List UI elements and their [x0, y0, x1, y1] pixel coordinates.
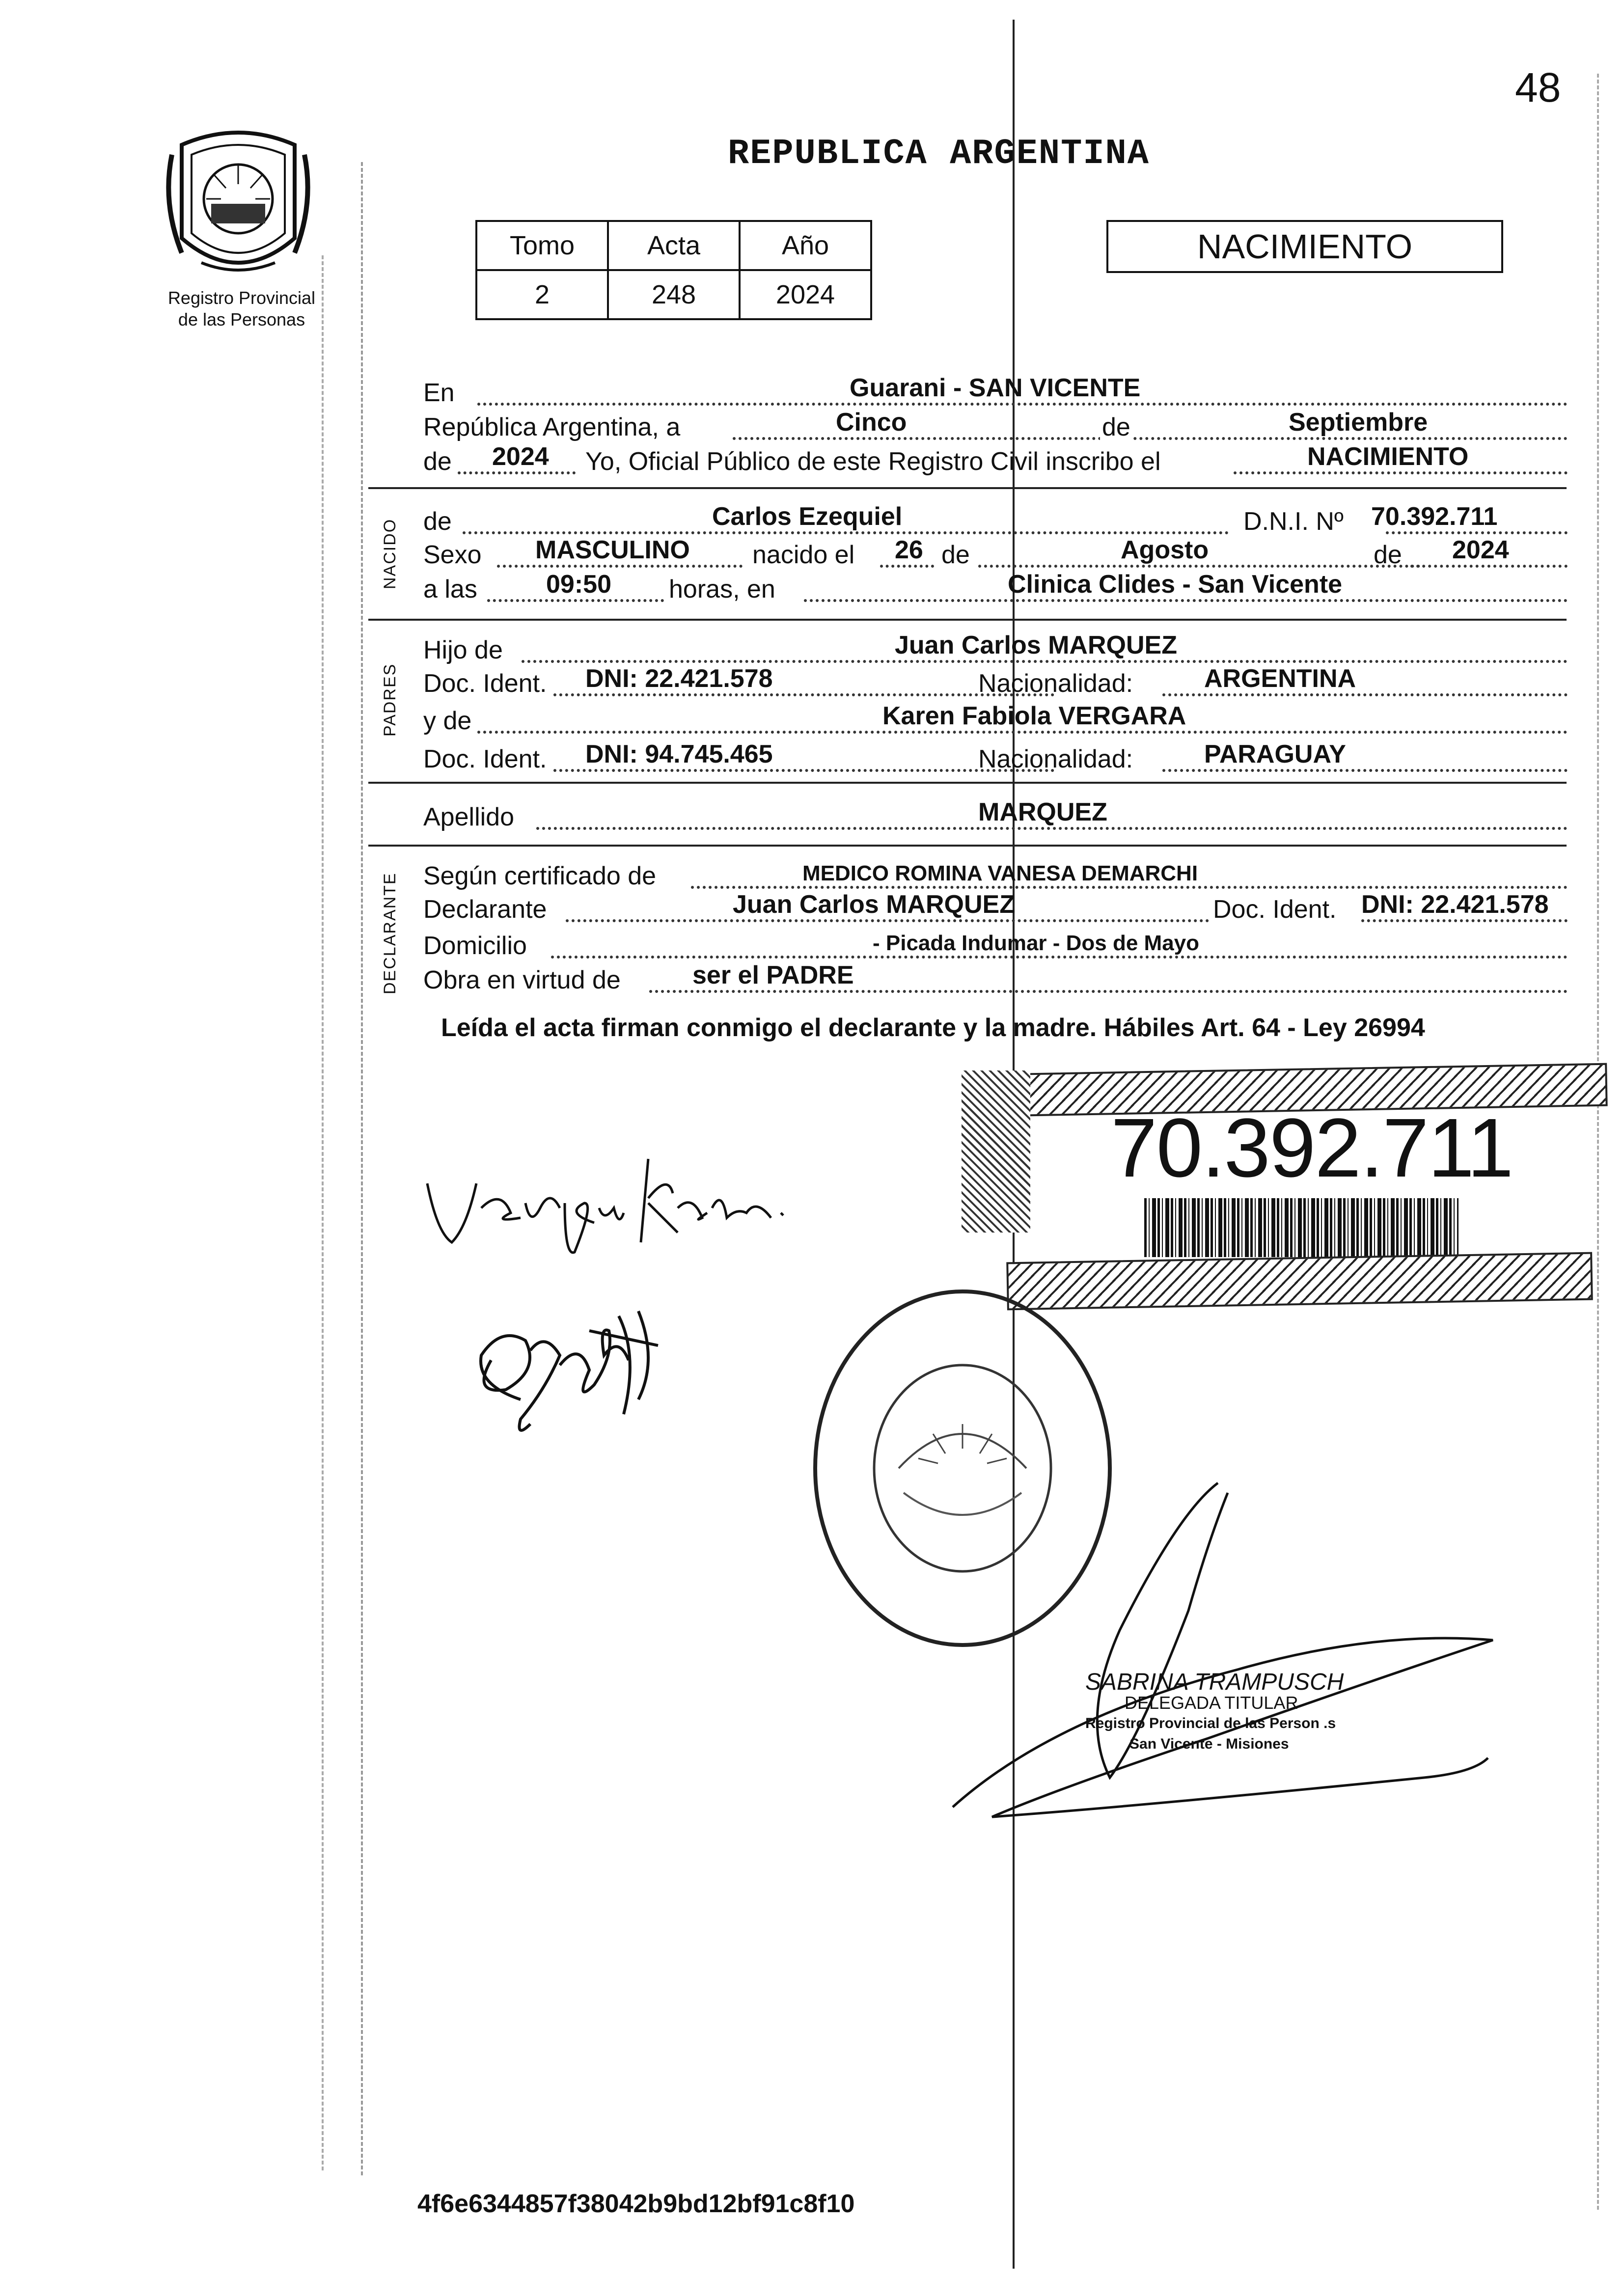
officer-block [1085, 1669, 1344, 1755]
label-sexo: Sexo [423, 541, 482, 569]
line-declarante [423, 890, 1568, 924]
value-birth-year: 2024 [1452, 536, 1509, 564]
barcode-number: 70.392.711 [1111, 1101, 1513, 1195]
line-domicilio [423, 930, 1568, 960]
registry-label-line2: de las Personas [178, 309, 305, 329]
closing-text: Leída el acta firman conmigo el declarante y la madre. Hábiles Art. 64 - Ley 26994 [441, 1014, 1425, 1042]
label-obra-en-virtud: Obra en virtud de [423, 966, 621, 994]
value-nombre: Carlos Ezequiel [712, 502, 903, 531]
line-apellido [423, 798, 1568, 832]
table-header-ano: Año [740, 221, 871, 270]
section-label-nacido: NACIDO [381, 518, 399, 589]
label-a-las: a las [423, 575, 477, 604]
document-type-box: NACIMIENTO [1106, 220, 1503, 273]
section-rule-declarante-top [368, 845, 1567, 847]
label-de-year: de [423, 447, 452, 476]
officer-location: San Vicente - Misiones [1129, 1736, 1289, 1752]
value-act-type: NACIMIENTO [1307, 442, 1469, 471]
reference-table [475, 220, 872, 320]
label-officer-text: Yo, Oficial Público de este Registro Civil inscribo el [585, 447, 1161, 476]
line-year [423, 442, 1568, 476]
officer-title: DELEGADA TITULAR [1125, 1693, 1298, 1713]
section-rule-apellido-top [368, 782, 1567, 784]
line-madre-doc [423, 740, 1568, 774]
label-domicilio: Domicilio [423, 932, 527, 960]
officer-name: SABRINA TRAMPUSCH [1085, 1669, 1344, 1695]
officer-org: Registro Provincial de las Person .s [1085, 1715, 1336, 1731]
declarant-signature [462, 1296, 678, 1458]
value-dni: 70.392.711 [1371, 502, 1498, 531]
label-declarante: Declarante [423, 895, 547, 924]
line-sexo [423, 536, 1568, 570]
province-seal-logo [162, 125, 314, 282]
label-segun-certificado: Según certificado de [423, 862, 657, 890]
section-label-padres: PADRES [381, 663, 399, 737]
registry-label [153, 287, 330, 330]
value-sexo: MASCULINO [535, 536, 690, 564]
officer-signature [933, 1463, 1522, 1856]
value-lugar-nacimiento: Clinica Clides - San Vicente [1008, 570, 1343, 599]
value-doc-padre: DNI: 22.421.578 [585, 664, 773, 693]
value-birth-day: 26 [895, 536, 923, 564]
table-value-acta: 248 [608, 270, 740, 319]
reference-table-value-row [476, 270, 871, 319]
table-value-tomo: 2 [476, 270, 608, 319]
label-en: En [423, 379, 455, 407]
reference-table-header-row [476, 221, 871, 270]
label-dni: D.N.I. Nº [1243, 507, 1344, 536]
line-obra [423, 961, 1568, 995]
value-month: Septiembre [1289, 408, 1428, 437]
left-margin-rule [361, 162, 363, 2175]
label-hijo-de: Hijo de [423, 636, 503, 664]
value-lugar: Guarani - SAN VICENTE [850, 374, 1141, 402]
security-hologram [962, 1070, 1030, 1233]
value-day-words: Cinco [836, 408, 907, 437]
label-apellido: Apellido [423, 803, 515, 831]
label-horas-en: horas, en [669, 575, 775, 604]
line-padre [423, 631, 1568, 665]
label-doc-ident-padre: Doc. Ident. [423, 669, 547, 698]
registry-label-line1: Registro Provincial [167, 288, 316, 308]
value-birth-month: Agosto [1121, 536, 1209, 564]
label-doc-ident-declarante: Doc. Ident. [1209, 895, 1336, 924]
label-de-1: de [941, 541, 970, 569]
value-padre: Juan Carlos MARQUEZ [895, 631, 1177, 659]
label-republica: República Argentina, a [423, 413, 681, 441]
value-year: 2024 [492, 442, 549, 471]
table-header-acta: Acta [608, 221, 740, 270]
value-domicilio: - Picada Indumar - Dos de Mayo [873, 931, 1200, 955]
line-certificado [423, 860, 1568, 891]
label-nacionalidad-madre: Nacionalidad: [978, 745, 1133, 773]
barcode-bars [1144, 1198, 1459, 1257]
page-number: 48 [1515, 64, 1561, 110]
value-doc-declarante: DNI: 22.421.578 [1361, 890, 1549, 919]
label-y-de: y de [423, 707, 472, 735]
section-label-declarante: DECLARANTE [381, 872, 399, 994]
left-margin-rule-2 [322, 255, 324, 2170]
right-margin-rule [1597, 74, 1599, 2210]
value-nacionalidad-padre: ARGENTINA [1204, 664, 1356, 693]
value-certificado: MEDICO ROMINA VANESA DEMARCHI [802, 861, 1198, 885]
label-nacido-el: nacido el [752, 541, 855, 569]
label-nacionalidad-padre: Nacionalidad: [978, 669, 1133, 698]
section-rule-padres-top [368, 619, 1567, 621]
label-doc-ident-madre: Doc. Ident. [423, 745, 547, 773]
line-nombre [423, 502, 1568, 536]
label-de: de [1100, 412, 1132, 442]
value-madre: Karen Fabiola VERGARA [882, 702, 1186, 730]
value-apellido: MARQUEZ [978, 798, 1107, 826]
line-republica [423, 408, 1568, 442]
line-madre [423, 702, 1568, 736]
label-de-2: de [1374, 541, 1402, 569]
line-hora [423, 570, 1568, 604]
section-rule-nacido-top [368, 487, 1567, 489]
table-header-tomo: Tomo [476, 221, 608, 270]
line-padre-doc [423, 664, 1568, 698]
label-de-nombre: de [423, 507, 452, 536]
mother-signature [417, 1129, 810, 1267]
value-hora: 09:50 [546, 570, 611, 599]
line-en [423, 374, 1568, 408]
value-doc-madre: DNI: 94.745.465 [585, 740, 773, 768]
table-value-ano: 2024 [740, 270, 871, 319]
value-declarante: Juan Carlos MARQUEZ [733, 890, 1015, 919]
document-hash: 4f6e6344857f38042b9bd12bf91c8f10 [417, 2190, 855, 2218]
value-nacionalidad-madre: PARAGUAY [1204, 740, 1346, 768]
value-obra: ser el PADRE [692, 961, 854, 989]
document-title: REPUBLICA ARGENTINA [728, 134, 1150, 174]
